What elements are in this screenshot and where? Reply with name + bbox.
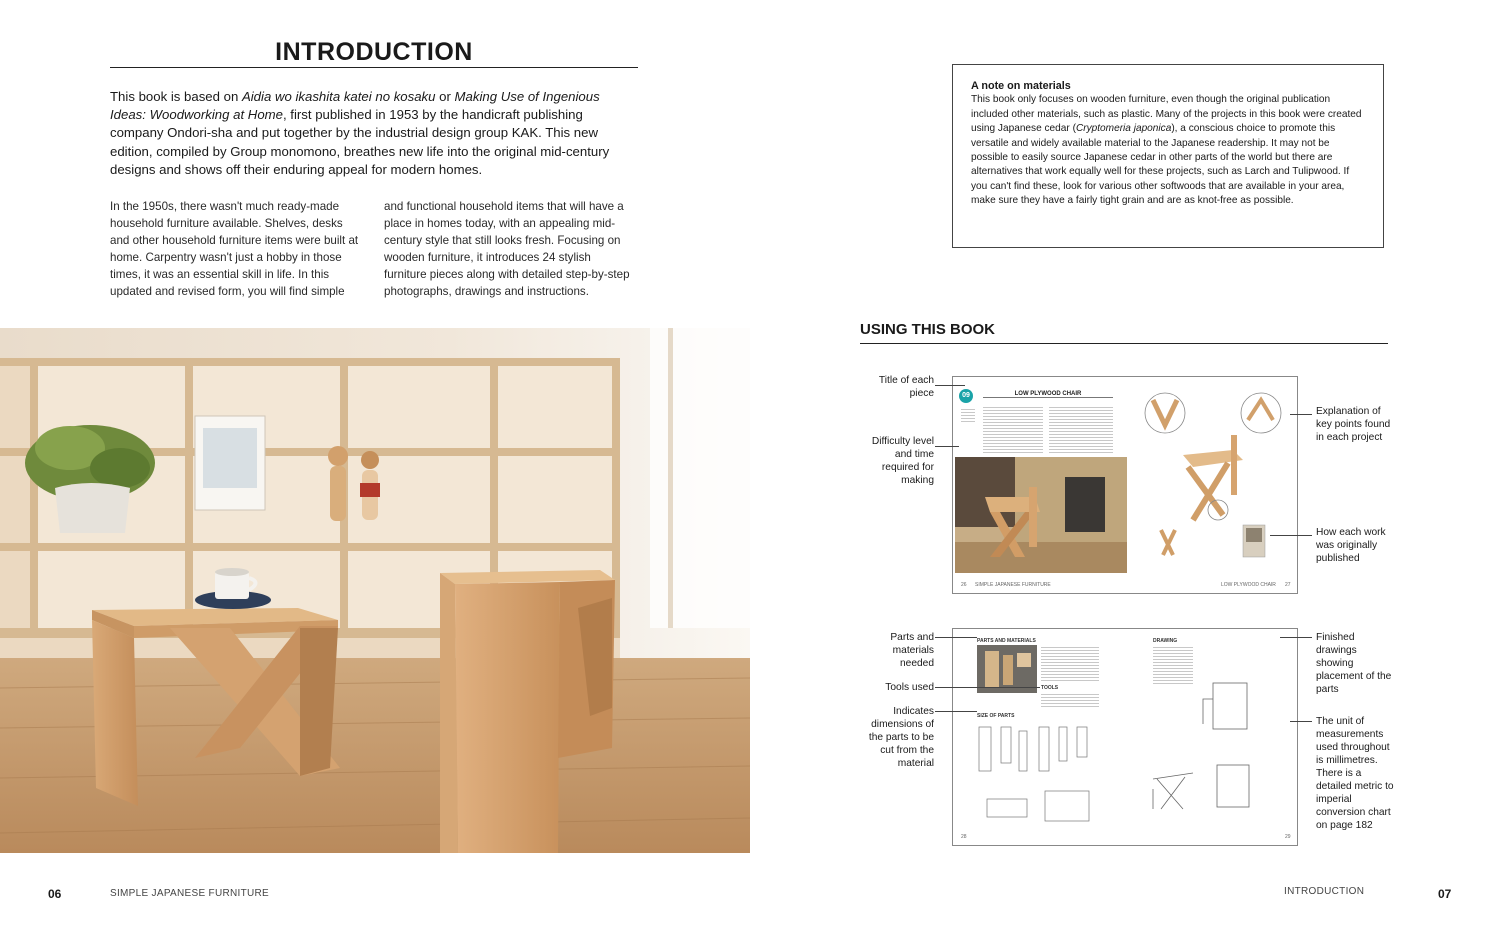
spread-project-title: LOW PLYWOOD CHAIR [983, 391, 1113, 398]
lead-paragraph: This book is based on Aidia wo ikashita katei no kosaku or Making Use of Ingenious Ideas: Woodworking at Home, first published in 1953 by the handicraft publishing company Ondori-sha and put together by the industrial design group KAK. This new edition, compiled by Group monomono, breathes new life into the original mid-century designs and shows off their enduring appeal for modern homes. [110, 89, 610, 177]
body-column-1: In the 1950s, there wasn't much ready-made household furniture available. Shelves, desks and other household furniture items were built at home. Carpentry wasn't just a hobby in those times, it was an essential skill in life. In this updated and revised form, you will find simple [110, 200, 359, 298]
materials-photo [977, 645, 1037, 693]
callout-tools: Tools used [885, 682, 934, 693]
note-title: A note on materials [971, 80, 1071, 92]
callout-parts: Parts and materials needed [890, 632, 934, 669]
callout-unit: The unit of measurements used throughout is millimetres. There is a detailed metric to imperial conversion chart on page 182 [1316, 716, 1394, 831]
callout-explanation: Explanation of key points found in each project [1316, 406, 1391, 443]
callout-original-publication: How each work was originally published [1316, 527, 1386, 564]
stools-photo [0, 328, 750, 853]
title-english: Making Use of Ingenious Ideas: Woodworking at Home [110, 89, 600, 123]
project-number-badge: 09 [959, 389, 973, 403]
chair-diagrams [1143, 385, 1293, 575]
page-number-left: 06 [48, 887, 62, 901]
callout-title: Title of each piece [878, 375, 934, 399]
callout-dimensions: Indicates dimensions of the parts to be cut from the material [868, 706, 934, 769]
drawing-heading: DRAWING [1153, 638, 1178, 644]
title-japanese: Aidia wo ikashita katei no kosaku [241, 89, 436, 104]
note-body: This book only focuses on wooden furniture, even though the original publication included other materials, such as plastic. Many of the projects in this book were created using Japanese cedar (Cryptomeria japonica), a conscious choice to promote this versatile and widely available material to the Japanese readership. It may not be possible to easily source Japanese cedar in other parts of the world but there are alternatives that work equally well for these projects, such as Larch and Tulipwood. If you can't find these, look for various other softwoods that are available in your area, make sure they have a fairly tight grain and are as knot-free as possible. [971, 94, 1362, 207]
heading-rule [110, 67, 638, 68]
footer-book-title: SIMPLE JAPANESE FURNITURE [110, 888, 270, 899]
page-heading: INTRODUCTION [275, 38, 473, 66]
callout-finished-drawings: Finished drawings showing placement of the parts [1316, 632, 1392, 695]
materials-note-box [952, 64, 1384, 248]
page-number-right: 07 [1438, 887, 1452, 901]
sample-spread-1: 09 LOW PLYWOOD CHAIR 26 SIMPLE JAPANESE FURNITURE LOW PLYWOOD CHAIR 27 [952, 376, 1298, 594]
tools-heading: TOOLS [1041, 685, 1059, 691]
sample-spread-2: PARTS AND MATERIALS TOOLS SIZE OF PARTS DRAWING 28 29 [952, 628, 1298, 846]
size-heading: SIZE OF PARTS [977, 713, 1015, 719]
species-name: Cryptomeria japonica [1075, 123, 1172, 135]
chair-photo [955, 457, 1127, 573]
body-column-2: and functional household items that will have a place in homes today, with an appealing mid-century style that still looks fresh. Focusing on wooden furniture, it introduces 24 stylish furniture pieces along with detailed step-by-step photographs, drawings and instructions. [384, 200, 630, 298]
parts-heading: PARTS AND MATERIALS [977, 638, 1036, 644]
parts-dimension-drawings [973, 721, 1113, 831]
section-heading: USING THIS BOOK [860, 321, 996, 338]
finished-chair-drawings [1143, 669, 1293, 834]
footer-section-title: INTRODUCTION [1284, 886, 1365, 897]
callout-difficulty: Difficulty level and time required for making [871, 436, 934, 486]
section-rule [860, 343, 1388, 344]
